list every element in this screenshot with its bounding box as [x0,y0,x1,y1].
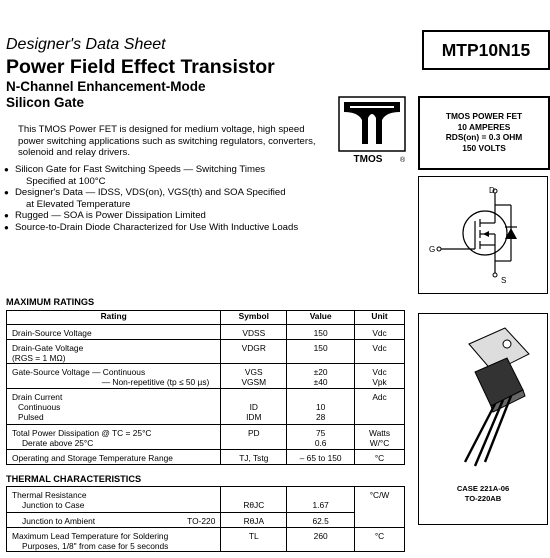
header-rating: Rating [7,311,221,325]
tmos-logo-icon [338,96,406,164]
feature-item: ● Rugged — SOA is Power Dissipation Limited [4,210,324,222]
header-symbol: Symbol [221,311,287,325]
to-220-package-icon [419,314,547,484]
table-row: Maximum Lead Temperature for Soldering Purposes, 1/8" from case for 5 seconds TL 260 °C [7,528,405,552]
subtitle-gate: Silicon Gate [6,95,85,110]
thermal-title: THERMAL CHARACTERISTICS [6,474,142,484]
table-header-row [7,311,405,325]
logo-text: TMOS [353,154,383,164]
table-row: Drain-Gate Voltage (RGS = 1 MΩ) VDGR 150 Vdc [7,340,405,364]
n-channel-mosfet-symbol-icon [419,177,547,293]
feature-item: ● Silicon Gate for Fast Switching Speeds — Switching Times Specified at 100°C [4,164,324,187]
spec-line-type: TMOS POWER FET [445,111,523,121]
spec-line-current: 10 AMPERES [457,121,511,132]
feature-item: ● Designer's Data — IDSS, VDS(on), VGS(th) and SOA Specified at Elevated Temperature [4,187,324,210]
spec-box [418,96,550,170]
table-row: Thermal Resistance Junction to Case RθJC 1.67 °C/W [7,487,405,513]
table-row: Drain Current Continuous Pulsed ID IDM 10 28 Adc [7,389,405,425]
part-number-box: MTP10N15 [422,30,550,70]
table-row: Junction to Ambient TO-220 RθJA 62.5 [7,513,405,528]
spec-line-rdson: RDS(on) = 0.3 OHM [445,132,523,142]
logo-registered: ® [400,157,406,164]
thermal-table [6,486,405,552]
feature-list [4,164,324,233]
page-title: Power Field Effect Transistor [6,56,275,78]
spec-line-voltage: 150 VOLTS [462,142,506,153]
table-row: Gate-Source Voltage — Continuous — Non-repetitive (tp ≤ 50 µs) VGS VGSM ±20 ±40 Vdc Vpk [7,364,405,389]
header-value: Value [287,311,355,325]
package-case: CASE 221A-06 [456,484,510,493]
table-row: Total Power Dissipation @ TC = 25°C Derate above 25°C PD 75 0.6 Watts W/°C [7,425,405,450]
mosfet-symbol-box [418,176,548,294]
series-title: Designer's Data Sheet [6,36,166,53]
table-row: Drain-Source Voltage VDSS 150 Vdc [7,325,405,340]
tmos-logo [338,96,406,164]
package-style: TO-220AB [464,493,502,503]
subtitle-channel: N-Channel Enhancement-Mode [6,79,206,94]
max-ratings-table [6,310,405,465]
gate-label: G [429,245,436,254]
drain-label: D [489,186,495,195]
description: This TMOS Power FET is designed for medium voltage, high speed power switching applications such as switching regulators, converters, solenoid and relay drivers. [18,124,316,158]
max-ratings-title: MAXIMUM RATINGS [6,297,95,307]
source-label: S [501,276,507,285]
feature-item: ● Source-to-Drain Diode Characterized for Use With Inductive Loads [4,222,324,234]
table-row: Operating and Storage Temperature Range TJ, Tstg – 65 to 150 °C [7,450,405,465]
header-unit: Unit [355,311,405,325]
package-box [418,313,548,525]
